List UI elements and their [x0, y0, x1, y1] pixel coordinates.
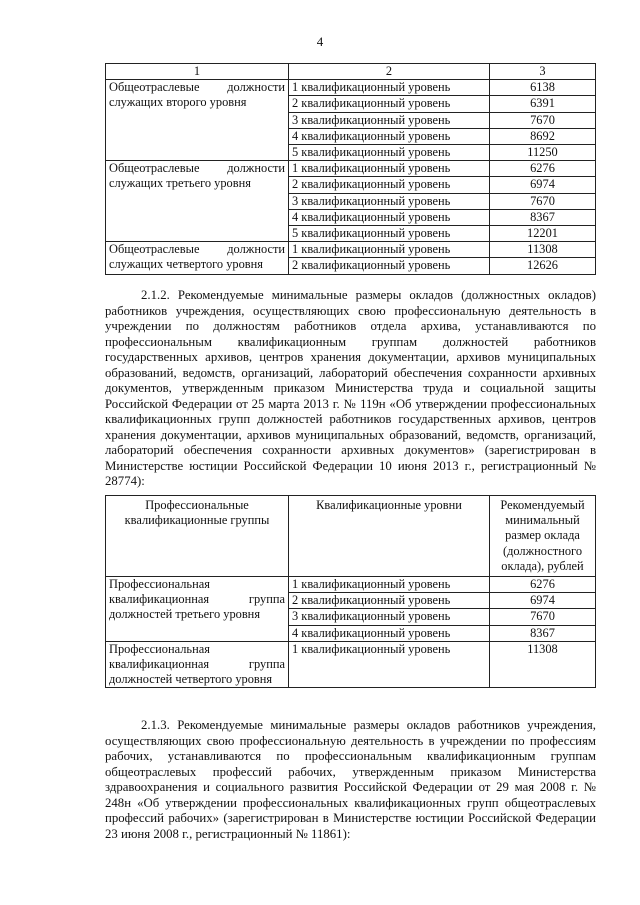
table-header-row: [106, 496, 596, 577]
level-cell: 1 квалификационный уровень: [289, 242, 490, 258]
level-cell: 1 квалификационный уровень: [289, 80, 490, 96]
paragraph-2-1-3: 2.1.3. Рекомендуемые минимальные размеры окладов работников учреждения, осуществляющих свою профессиональную деятельность в учреждении по профессиям рабочих, устанавливаются по профессиональным квалификационным группам общеотраслевых профессий рабочих, утвержденным приказом Министерства здравоохранения и социального развития Российской Федерации от 29 мая 2008 г. № 248н «Об утверждении профессиональных квалификационных групп общеотраслевых профессий рабочих» (зарегистрирован в Министерстве юстиции Российской Федерации 23 июня 2008 г., регистрационный № 11861):: [105, 718, 596, 841]
level-cell: 1 квалификационный уровень: [289, 577, 490, 593]
value-cell: 12626: [490, 258, 596, 274]
column-header-1: 1: [106, 64, 289, 80]
level-cell: 4 квалификационный уровень: [289, 625, 490, 641]
column-header-2: 2: [289, 64, 490, 80]
level-cell: 2 квалификационный уровень: [289, 593, 490, 609]
level-cell: 3 квалификационный уровень: [289, 609, 490, 625]
value-cell: 6974: [490, 593, 596, 609]
level-cell: 5 квалификационный уровень: [289, 226, 490, 242]
group-name-part: Общеотраслевые: [109, 161, 200, 176]
salary-table-general-positions: [105, 63, 596, 275]
value-cell: 6974: [490, 177, 596, 193]
level-cell: 3 квалификационный уровень: [289, 193, 490, 209]
value-cell: 8367: [490, 625, 596, 641]
group-name-cell: Профессиональная квалификационная группа должностей третьего уровня: [106, 577, 289, 642]
value-cell: 6276: [490, 577, 596, 593]
group-name-cell: [106, 80, 289, 161]
group-name-part: должности: [227, 80, 285, 95]
group-name-cell: Профессиональная квалификационная группа должностей четвертого уровня: [106, 641, 289, 688]
value-cell: 11250: [490, 145, 596, 161]
level-cell: 2 квалификационный уровень: [289, 96, 490, 112]
group-name-part: Общеотраслевые: [109, 242, 200, 257]
level-cell: 4 квалификационный уровень: [289, 209, 490, 225]
level-cell: 5 квалификационный уровень: [289, 145, 490, 161]
group-name-part: служащих третьего уровня: [109, 176, 251, 191]
column-header-groups: Профессиональные квалификационные группы: [106, 496, 289, 577]
value-cell: 6138: [490, 80, 596, 96]
group-name-part: служащих четвертого уровня: [109, 257, 263, 272]
value-cell: 7670: [490, 112, 596, 128]
value-cell: 8692: [490, 128, 596, 144]
value-cell: 7670: [490, 193, 596, 209]
group-name-cell: [106, 242, 289, 274]
value-cell: 6391: [490, 96, 596, 112]
group-name-part: Общеотраслевые: [109, 80, 200, 95]
level-cell: 1 квалификационный уровень: [289, 161, 490, 177]
column-header-3: 3: [490, 64, 596, 80]
column-header-salary: Рекомендуемый минимальный размер оклада (должностного оклада), рублей: [490, 496, 596, 577]
value-cell: 11308: [490, 242, 596, 258]
level-cell: 4 квалификационный уровень: [289, 128, 490, 144]
table-row: [106, 577, 596, 593]
paragraph-2-1-2: 2.1.2. Рекомендуемые минимальные размеры окладов (должностных окладов) работников учреждения, осуществляющих свою профессиональную деятельность в учреждении по должностям работников отдела архива, устанавливаются по профессиональным квалификационным группам должностей работников государственных архивов, центров хранения документации, архивов муниципальных образований, ведомств, организаций, лабораторий обеспечения сохранности архивных документов, утвержденным приказом Министерства труда и социальной защиты Российской Федерации от 25 марта 2013 г. № 119н «Об утверждении профессиональных квалификационных групп должностей работников государственных архивов, центров хранения документации, архивов муниципальных образований, ведомств, организаций, лабораторий обеспечения сохранности архивных документов» (зарегистрирован в Министерстве юстиции Российской Федерации 10 июня 2013 г., регистрационный № 28774):: [105, 288, 596, 488]
level-cell: 3 квалификационный уровень: [289, 112, 490, 128]
level-cell: 2 квалификационный уровень: [289, 258, 490, 274]
group-name-cell: [106, 161, 289, 242]
table-header-row: [106, 64, 596, 80]
value-cell: 8367: [490, 209, 596, 225]
level-cell: 2 квалификационный уровень: [289, 177, 490, 193]
value-cell: 11308: [490, 641, 596, 688]
group-name-part: служащих второго уровня: [109, 95, 247, 110]
group-name-part: должности: [227, 242, 285, 257]
value-cell: 7670: [490, 609, 596, 625]
table-row: [106, 641, 596, 688]
table-row: [106, 80, 596, 96]
page-number: 4: [316, 34, 324, 49]
value-cell: 6276: [490, 161, 596, 177]
value-cell: 12201: [490, 226, 596, 242]
table-row: [106, 161, 596, 177]
level-cell: 1 квалификационный уровень: [289, 641, 490, 688]
column-header-levels: Квалификационные уровни: [289, 496, 490, 577]
table-row: [106, 242, 596, 258]
group-name-part: должности: [227, 161, 285, 176]
salary-table-archive-positions: [105, 495, 596, 688]
